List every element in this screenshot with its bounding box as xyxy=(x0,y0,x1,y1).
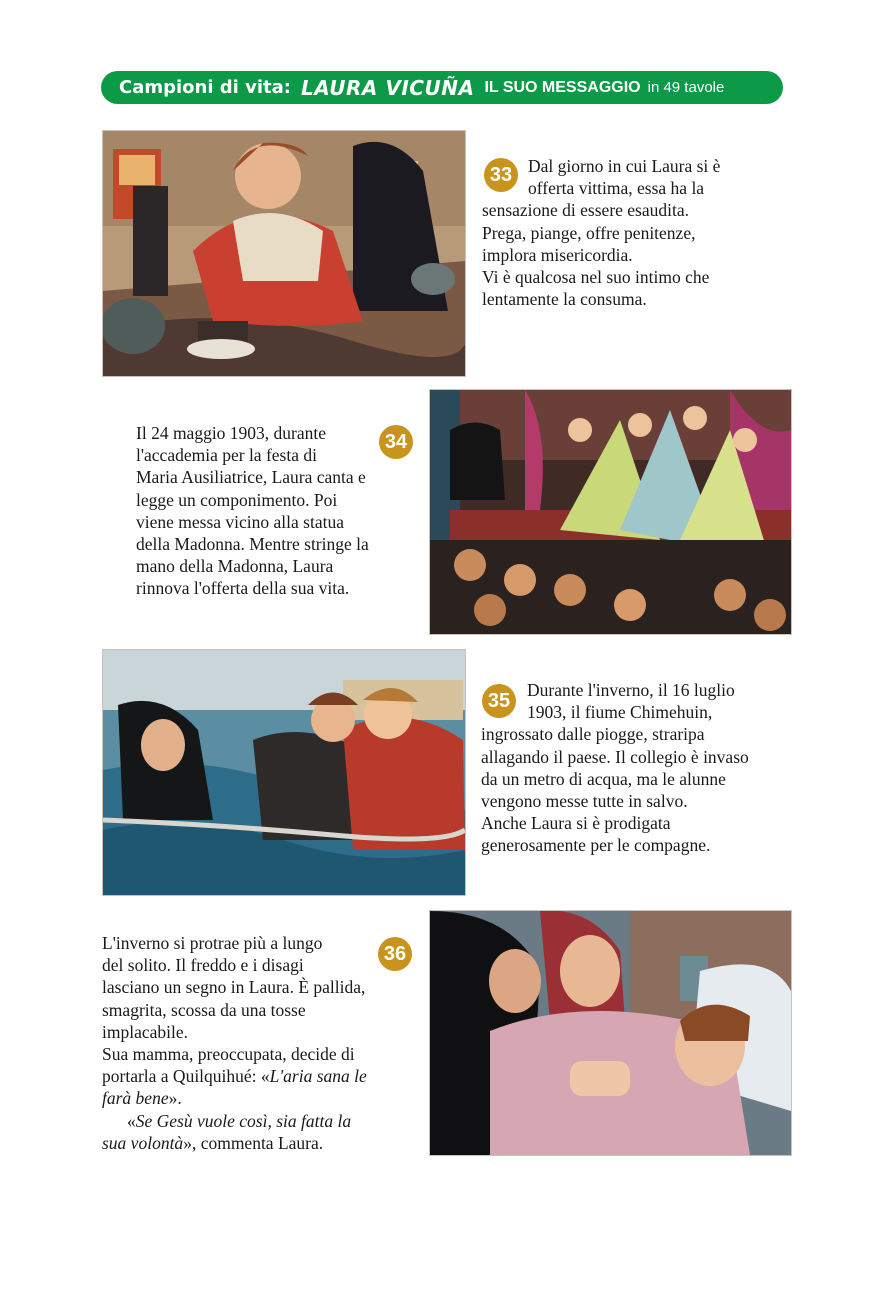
caption-33 xyxy=(482,155,802,310)
caption-line: lentamente la consuma. xyxy=(482,289,647,310)
caption-line: Maria Ausiliatrice, Laura canta e xyxy=(136,467,366,488)
quote-line xyxy=(102,1087,422,1109)
quote-italic: farà bene xyxy=(102,1088,169,1109)
series-title: Campioni di vita: xyxy=(119,77,291,98)
caption-line: l'accademia per la festa di xyxy=(136,445,317,466)
illustration-flood-rescue xyxy=(102,649,466,896)
caption-line: implacabile. xyxy=(102,1021,189,1042)
caption-line: lasciano un segno in Laura. È pallida, xyxy=(102,977,366,998)
illustration-sickbed xyxy=(429,910,792,1156)
caption-line: da un metro di acqua, ma le alunne xyxy=(481,768,726,789)
caption-36 xyxy=(102,932,422,1154)
caption-line: 1903, il fiume Chimehuin, xyxy=(527,702,713,723)
caption-line: Sua mamma, preoccupata, decide di xyxy=(102,1044,355,1065)
caption-line: della Madonna. Mentre stringe la xyxy=(136,534,369,555)
illustration-scrubbing-floor xyxy=(102,130,466,377)
series-message: IL SUO MESSAGGIO xyxy=(484,78,641,96)
caption-line: del solito. Il freddo e i disagi xyxy=(102,955,304,976)
series-banner xyxy=(101,71,783,104)
caption-line: L'inverno si protrae più a lungo xyxy=(102,933,323,953)
caption-line: rinnova l'offerta della sua vita. xyxy=(136,578,350,599)
quote-italic: L'aria sana le xyxy=(269,1066,367,1087)
caption-line: ingrossato dalle piogge, straripa xyxy=(481,724,705,745)
caption-line: smagrita, scossa da una tosse xyxy=(102,999,306,1020)
subject-name: LAURA VICUÑA xyxy=(300,75,475,100)
quote-italic: Se Gesù vuole così, sia fatta la xyxy=(135,1110,352,1131)
caption-line: offerta vittima, essa ha la xyxy=(528,178,705,199)
caption-35 xyxy=(481,679,801,857)
caption-line: Il 24 maggio 1903, durante xyxy=(136,423,327,443)
caption-line: viene messa vicino alla statua xyxy=(136,511,344,532)
caption-line: Durante l'inverno, il 16 luglio xyxy=(527,680,735,700)
quote-italic: sua volontà xyxy=(102,1132,184,1153)
illustration-academy-festival xyxy=(429,389,792,635)
caption-line: vengono messe tutte in salvo. xyxy=(481,791,688,812)
quote-tail: ». xyxy=(168,1088,182,1109)
plate-number-badge: 35 xyxy=(482,684,516,718)
caption-line: Prega, piange, offre penitenze, xyxy=(482,222,696,243)
caption-line: allagando il paese. Il collegio è invaso xyxy=(481,746,749,767)
caption-line: Dal giorno in cui Laura si è xyxy=(528,156,721,176)
quote-line xyxy=(102,1065,422,1087)
quote-line xyxy=(102,1132,422,1154)
caption-line: Vi è qualcosa nel suo intimo che xyxy=(482,267,710,288)
quote-tail: », commenta Laura. xyxy=(183,1132,324,1153)
plate-number-badge: 33 xyxy=(484,158,518,192)
caption-line: legge un componimento. Poi xyxy=(136,489,338,510)
caption-line: implora misericordia. xyxy=(482,244,633,265)
plate-number-badge: 36 xyxy=(378,937,412,971)
caption-line: sensazione di essere esaudita. xyxy=(482,200,690,221)
caption-line: mano della Madonna, Laura xyxy=(136,556,334,577)
plate-number-badge: 34 xyxy=(379,425,413,459)
caption-line: generosamente per le compagne. xyxy=(481,835,711,856)
plate-count: in 49 tavole xyxy=(647,79,725,96)
quote-line xyxy=(102,1110,422,1132)
quote-lead: portarla a Quilquihué: « xyxy=(102,1066,270,1087)
caption-line: Anche Laura si è prodigata xyxy=(481,813,671,834)
quote-open: « xyxy=(127,1110,136,1131)
